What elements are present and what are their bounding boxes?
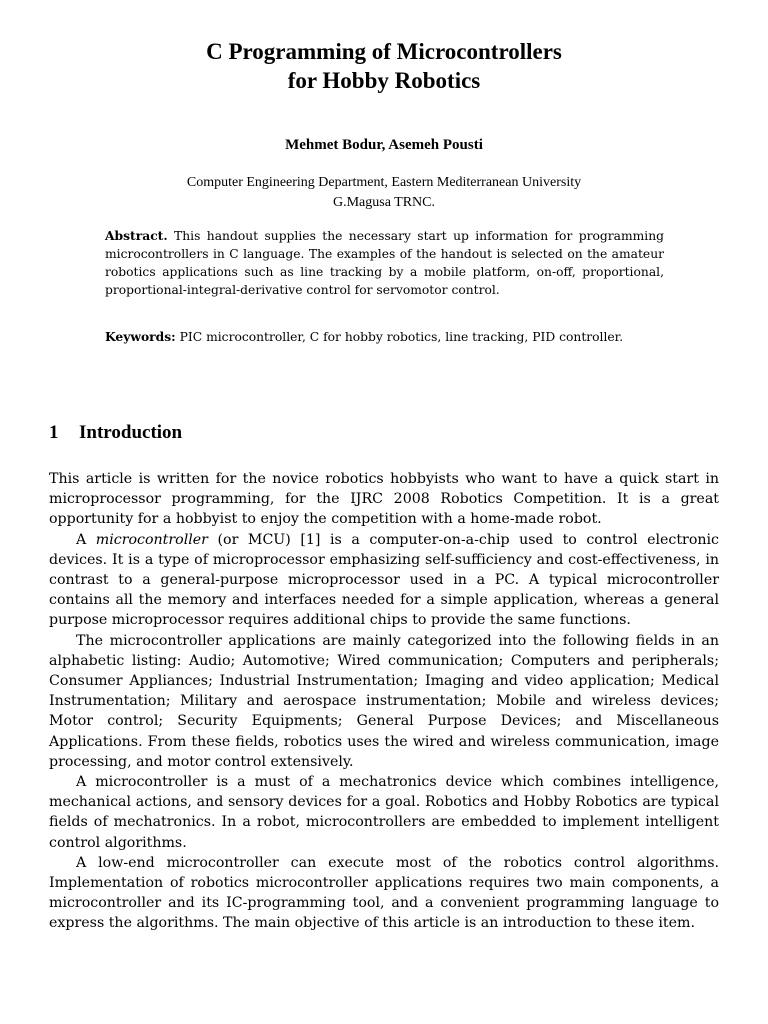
paragraph-4: A microcontroller is a must of a mechatronics device which combines intelligence, mechanical actions, and sensory devices for a goal. Robotics and Hobby Robotics are typical fields of mechatronics. In a robot, microcontrollers are embedded to implement intelligent control algorithms. bbox=[49, 774, 719, 851]
microcontroller-term: microcontroller bbox=[95, 531, 208, 548]
section-number: 1 bbox=[49, 422, 59, 443]
paragraph-2 bbox=[49, 530, 719, 631]
affiliation-line-1: Computer Engineering Department, Eastern Mediterranean University bbox=[186, 175, 582, 190]
keywords-label: Keywords: bbox=[105, 329, 176, 344]
section-body bbox=[49, 469, 719, 934]
paragraph-3: The microcontroller applications are mainly categorized into the following fields in an alphabetic listing: Audio; Automotive; Wired communication; Computers and peripherals; Consumer Appliances; Industrial Instrumentation; Imaging and video application; Medical Instrumentation; Military and aerospace instrumentation; Mobile and wireless devices; Motor control; Security Equipments; General Purpose Devices; and Miscellaneous Applications. From these fields, robotics uses the wired and wireless communication, image processing, and motor control extensively. bbox=[49, 632, 719, 770]
title-line-1: C Programming of Microcontrollers bbox=[206, 39, 562, 64]
keywords bbox=[105, 328, 664, 346]
paper-title bbox=[0, 37, 768, 95]
authors: Mehmet Bodur, Asemeh Pousti bbox=[285, 137, 483, 153]
title-line-2: for Hobby Robotics bbox=[287, 68, 481, 93]
abstract bbox=[105, 227, 664, 299]
affiliation-line-2: G.Magusa TRNC. bbox=[332, 195, 436, 210]
section-heading bbox=[49, 420, 182, 446]
affiliation bbox=[0, 173, 768, 213]
abstract-text: This handout supplies the necessary start up information for programming microcontrollers in C language. The examples of the handout is selected on the amateur robotics applications such as line tracking by a mobile platform, on-off, proportional, proportional-integral-derivative control for servomotor control. bbox=[105, 229, 664, 297]
paragraph-5: A low-end microcontroller can execute most of the robotics control algorithms. Implementation of robotics microcontroller applications requires two main components, a microcontroller and its IC-programming tool, and a convenient programming language to express the algorithms. The main objective of this article is an introduction to these item. bbox=[49, 854, 719, 932]
abstract-label: Abstract. bbox=[105, 228, 168, 243]
paragraph-2-start: A bbox=[76, 531, 87, 548]
paragraph-2-rest: (or MCU) [1] is a computer-on-a-chip used to control electronic devices. It is a type of microprocessor emphasizing self-sufficiency and cost-effectiveness, in contrast to a general-purpose microprocessor used in a PC. A typical microcontroller contains all the memory and interfaces needed for a simple application, whereas a general purpose microprocessor requires additional chips to provide the same functions. bbox=[49, 531, 719, 629]
section-title: Introduction bbox=[79, 422, 183, 443]
paragraph-1: This article is written for the novice robotics hobbyists who want to have a quick start in microprocessor programming, for the IJRC 2008 Robotics Competition. It is a great opportunity for a hobbyist to enjoy the competition with a home-made robot. bbox=[49, 471, 719, 528]
keywords-text: PIC microcontroller, C for hobby robotics, line tracking, PID controller. bbox=[179, 330, 624, 344]
